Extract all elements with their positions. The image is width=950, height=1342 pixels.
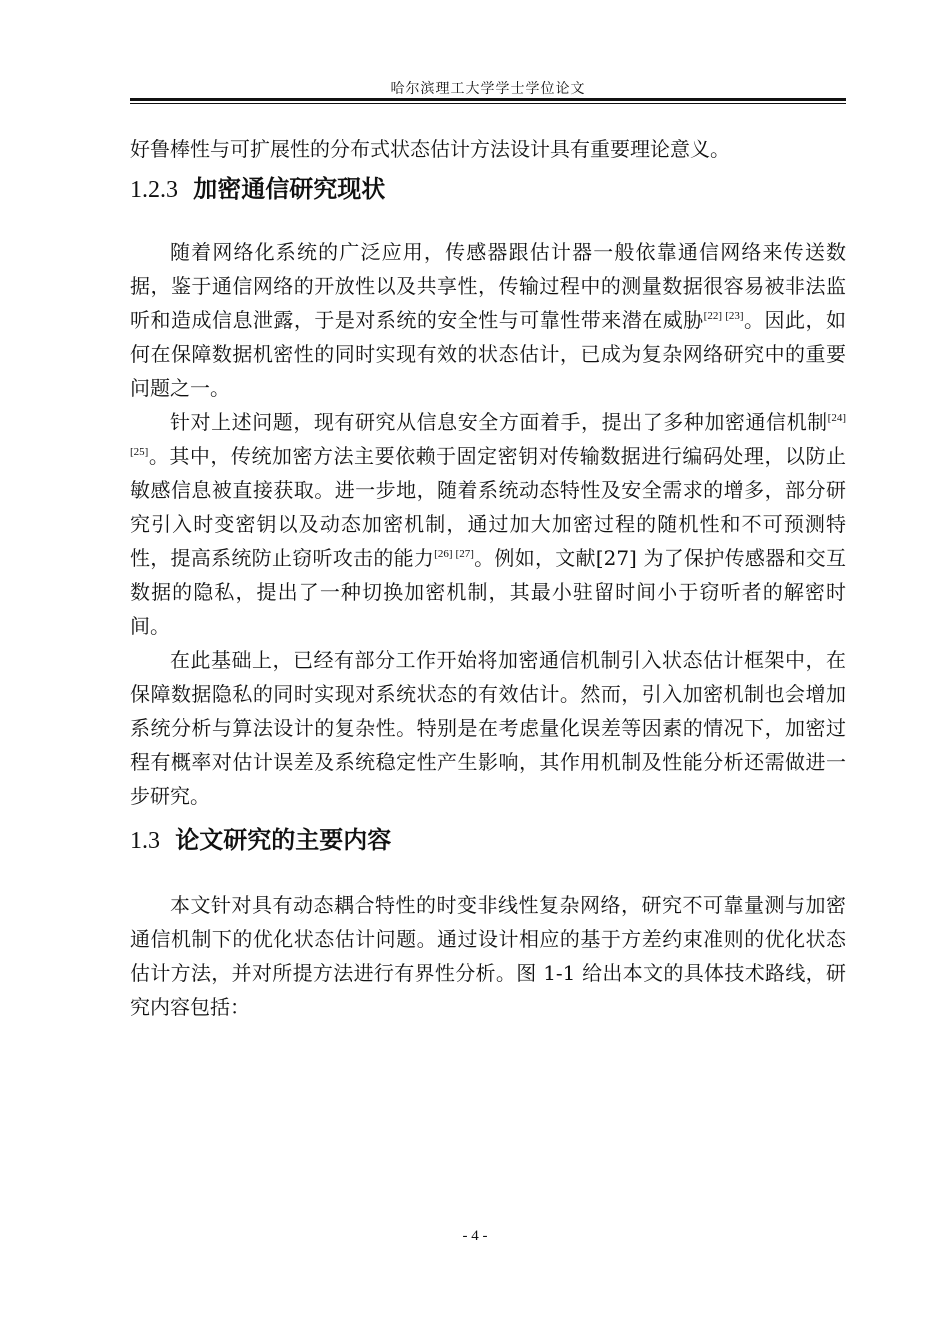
section-heading-1-3 <box>130 823 846 858</box>
section-number: 1.2.3 <box>130 177 178 203</box>
running-header: 哈尔滨理工大学学士学位论文 <box>390 81 586 97</box>
section-title: 加密通信研究现状 <box>193 175 386 203</box>
section-title: 论文研究的主要内容 <box>175 826 392 854</box>
page-number: - 4 - <box>462 1228 488 1244</box>
paragraph-text: 。例如，文献[27] 为了保护传感器和交互数据的隐私，提出了一种切换加密机制，其最小驻留时间小于窃听者的解密时间。 <box>130 546 846 638</box>
header-rule-thin <box>130 103 846 104</box>
paragraph-1 <box>130 235 846 405</box>
paragraph-text: 。因此，如何在保障数据机密性的同时实现有效的状态估计，已成为复杂网络研究中的重要问题之一。 <box>130 308 847 400</box>
continuation-paragraph: 好鲁棒性与可扩展性的分布式状态估计方法设计具有重要理论意义。 <box>130 137 730 161</box>
page-body <box>130 132 846 1024</box>
paragraph-text: 针对上述问题，现有研究从信息安全方面着手，提出了多种加密通信机制 <box>170 410 828 434</box>
section-heading-1-2-3 <box>130 172 846 207</box>
paragraph-text: 。其中，传统加密方法主要依赖于固定密钥对传输数据进行编码处理，以防止敏感信息被直接获取。进一步地，随着系统动态特性及安全需求的增多，部分研究引入时变密钥以及动态加密机制，通过加大加密过程的随机性和不可预测特性，提高系统防止窃听攻击的能力 <box>130 444 846 570</box>
paragraph-4: 本文针对具有动态耦合特性的时变非线性复杂网络，研究不可靠量测与加密通信机制下的优化状态估计问题。通过设计相应的基于方差约束准则的优化状态估计方法，并对所提方法进行有界性分析。图 1-1 给出本文的具体技术路线，研究内容包括： <box>130 893 846 1019</box>
citation: [22] [23] <box>703 310 744 322</box>
section-number: 1.3 <box>130 828 160 854</box>
citation: [26] [27] <box>434 548 474 560</box>
paragraph-text: 随着网络化系统的广泛应用，传感器跟估计器一般依靠通信网络来传送数据，鉴于通信网络的开放性以及共享性，传输过程中的测量数据很容易被非法监听和造成信息泄露，于是对系统的安全性与可靠性带来潜在威胁 <box>130 240 846 332</box>
header-rule-thick <box>130 98 846 101</box>
paragraph-3: 在此基础上，已经有部分工作开始将加密通信机制引入状态估计框架中，在保障数据隐私的同时实现对系统状态的有效估计。然而，引入加密机制也会增加系统分析与算法设计的复杂性。特别是在考虑量化误差等因素的情况下，加密过程有概率对估计误差及系统稳定性产生影响，其作用机制及性能分析还需做进一步研究。 <box>130 648 846 808</box>
paragraph-2 <box>130 405 846 643</box>
citation: [24] [25] <box>130 412 846 458</box>
